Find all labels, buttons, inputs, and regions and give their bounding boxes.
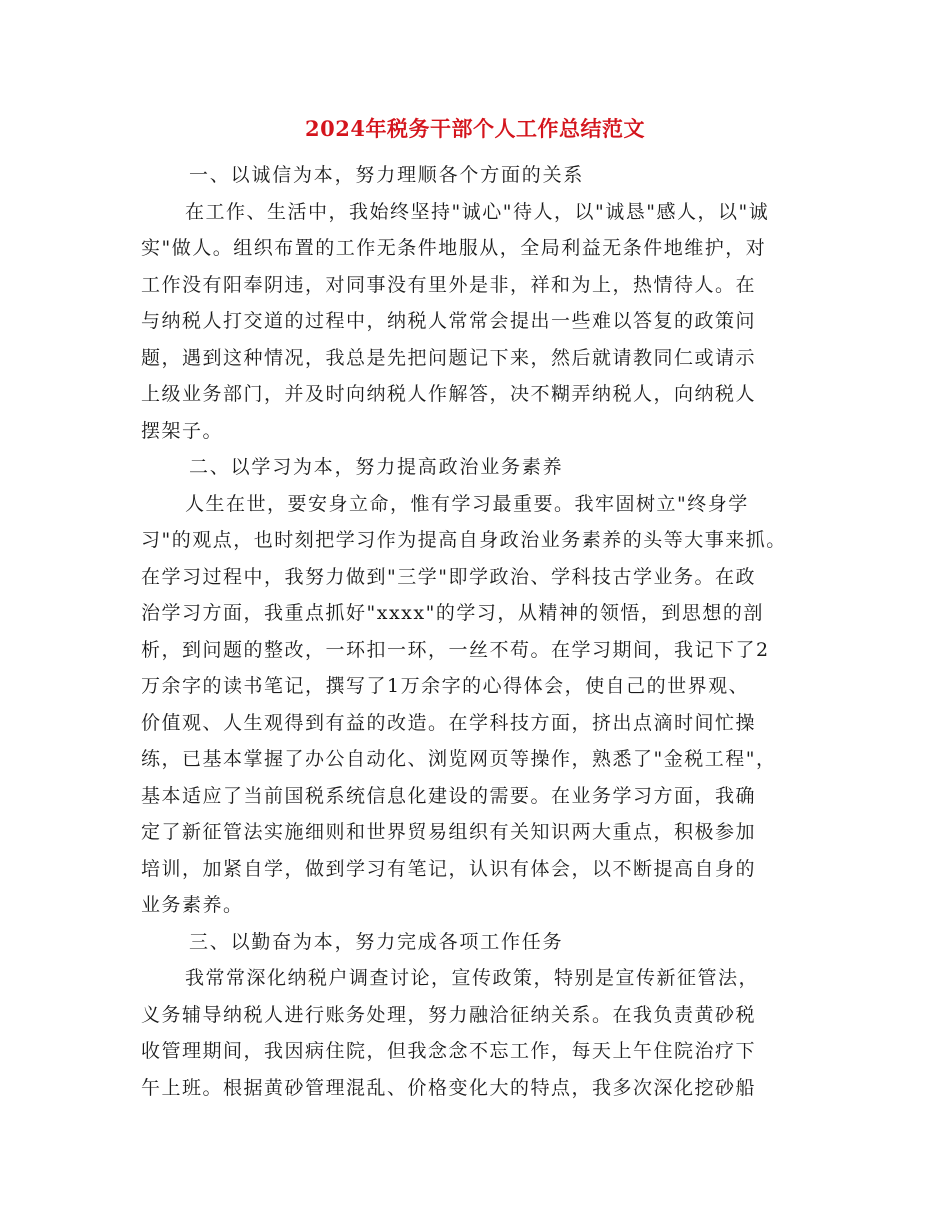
paragraph-line: 万余字的读书笔记，撰写了1万余字的心得体会，使自己的世界观、	[141, 675, 750, 697]
document-body	[141, 157, 806, 1106]
paragraph-line: 价值观、人生观得到有益的改造。在学科技方面，挤出点滴时间忙操	[141, 711, 757, 734]
paragraph-line: 工作没有阳奉阴违，对同事没有里外是非，祥和为上，热情待人。在	[141, 273, 757, 296]
paragraph-line: 上级业务部门，并及时向纳税人作解答，决不糊弄纳税人，向纳税人	[141, 383, 757, 405]
paragraph-line: 题，遇到这种情况，我总是先把问题记下来，然后就请教同仁或请示	[141, 346, 757, 369]
paragraph-line: 实"做人。组织布置的工作无条件地服从，全局利益无条件地维护，对	[141, 237, 767, 259]
paragraph-line: 在工作、生活中，我始终坚持"诚心"待人，以"诚恳"感人，以"诚	[185, 200, 770, 223]
section-heading: 一、以诚信为本，努力理顺各个方面的关系	[189, 164, 585, 186]
paragraph-line: 义务辅导纳税人进行账务处理，努力融洽征纳关系。在我负责黄砂税	[141, 1003, 757, 1026]
paragraph-line: 练，已基本掌握了办公自动化、浏览网页等操作，熟悉了"金税工程"，	[141, 748, 777, 770]
paragraph-line: 与纳税人打交道的过程中，纳税人常常会提出一些难以答复的政策问	[141, 310, 757, 332]
paragraph-line: 在学习过程中，我努力做到"三学"即学政治、学科技古学业务。在政	[141, 565, 756, 588]
paragraph-line: 午上班。根据黄砂管理混乱、价格变化大的特点，我多次深化挖砂船	[141, 1076, 757, 1099]
paragraph-line: 治学习方面，我重点抓好"xxxx"的学习，从精神的领悟，到思想的剖	[141, 602, 764, 624]
paragraph-line: 习"的观点，也时刻把学习作为提高自身政治业务素养的头等大事来抓。	[141, 529, 787, 551]
paragraph-line: 我常常深化纳税户调查讨论，宣传政策，特别是宣传新征管法，	[185, 967, 760, 989]
paragraph-line: 业务素养。	[141, 894, 244, 916]
paragraph-line: 基本适应了当前国税系统信息化建设的需要。在业务学习方面，我确	[141, 784, 757, 807]
paragraph-line: 析，到问题的整改，一环扣一环，一丝不苟。在学习期间，我记下了2	[141, 638, 770, 661]
section-heading: 三、以勤奋为本，努力完成各项工作任务	[189, 930, 564, 953]
paragraph-line: 定了新征管法实施细则和世界贸易组织有关知识两大重点，积极参加	[141, 821, 757, 843]
paragraph-line: 培训，加紧自学，做到学习有笔记，认识有体会，以不断提高自身的	[141, 857, 757, 880]
paragraph-line: 摆架子。	[141, 419, 224, 442]
section-heading: 二、以学习为本，努力提高政治业务素养	[189, 456, 564, 478]
paragraph-line: 人生在世，要安身立命，惟有学习最重要。我牢固树立"终身学	[185, 492, 749, 515]
document-title: 2024年税务干部个人工作总结范文	[305, 116, 645, 141]
paragraph-line: 收管理期间，我因病住院，但我念念不忘工作，每天上午住院治疗下	[141, 1040, 757, 1062]
